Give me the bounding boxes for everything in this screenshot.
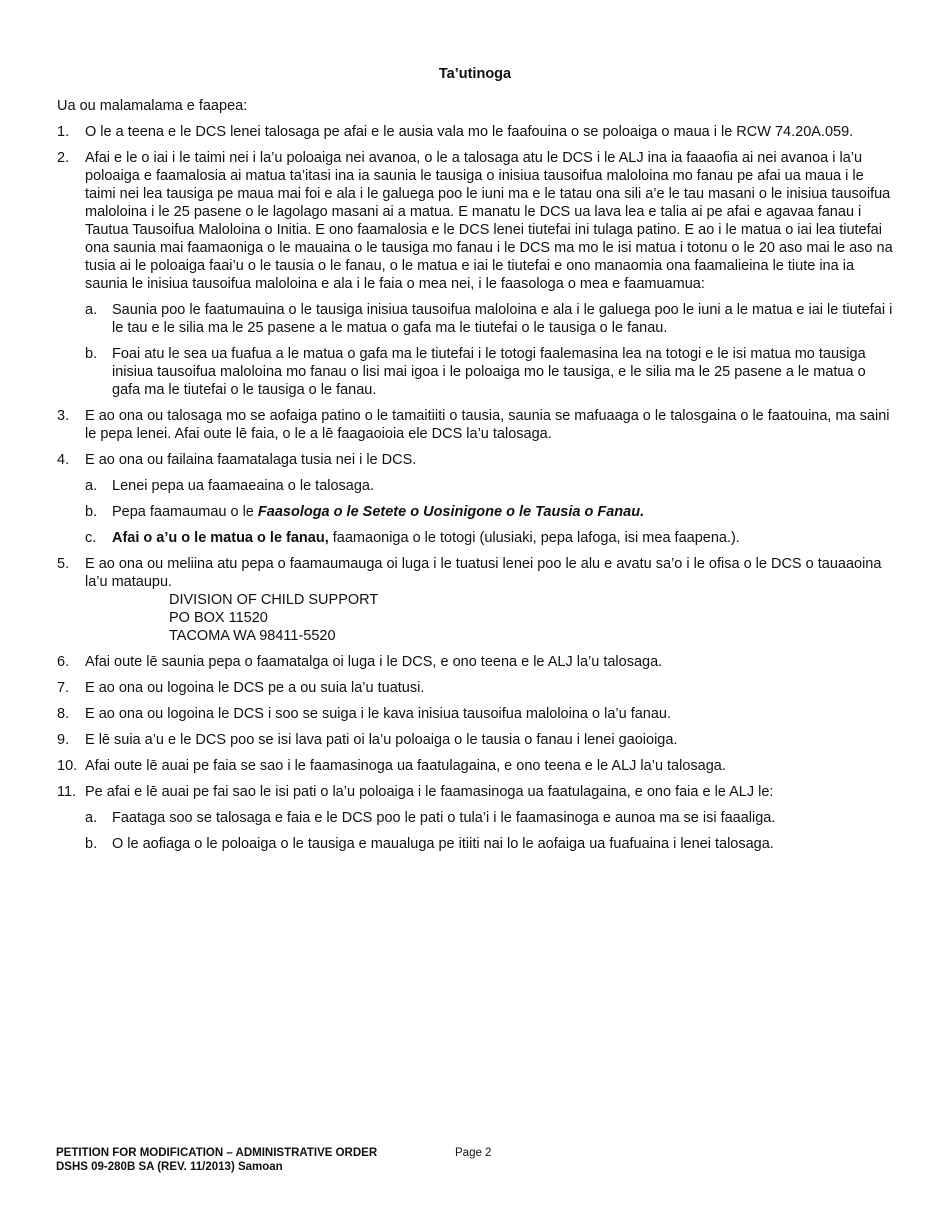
item-number: 4. (57, 452, 70, 468)
sub-item-letter: a. (85, 478, 98, 494)
sub-item-4a (57, 477, 897, 495)
item-text: E ao ona ou failaina faamatalaga tusia nei i le DCS. (85, 452, 417, 468)
list-item-11 (57, 783, 897, 801)
item-number: 10. (57, 758, 78, 774)
sub-item-text: Pepa faamaumau o le (112, 504, 258, 520)
mailing-address (85, 591, 897, 645)
item-text: E ao ona ou meliina atu pepa o faamaumauga oi luga i le tuatusi lenei poo le alu e avatu sa’o i le ofisa o le DCS o tauaaoina la’u mataupu. (85, 556, 882, 590)
sub-item-letter: b. (85, 346, 98, 362)
list-item-9 (57, 731, 897, 749)
list-item-3 (57, 407, 897, 443)
sub-item-text: Foai atu le sea ua fuafua a le matua o gafa ma le tiutefai i le totogi faalemasina lea na totogi e le isi matua mo tausiga inisiua tausoifua maloloina mo fanau o lisi mai igoa i le poloaiga mo le tausiga, e le silia ma le 25 pasene a le matua o gafa ma le tiutefai o le tausiga o le fanau. (112, 346, 866, 398)
sub-item-letter: a. (85, 810, 98, 826)
item-text: Pe afai e lē auai pe fai sao le isi pati o la’u poloaiga i le faamasinoga ua faatulagaina, e ono faia e le ALJ le: (85, 784, 774, 800)
sub-item-text: Lenei pepa ua faamaeaina o le talosaga. (112, 478, 375, 494)
item-number: 1. (57, 124, 70, 140)
sub-item-2b (57, 345, 897, 399)
item-text: O le a teena e le DCS lenei talosaga pe afai e le ausia vala mo le faafouina o se poloaiga o maua i le RCW 74.20A.059. (85, 124, 854, 140)
item-text: E ao ona ou talosaga mo se aofaiga patino o le tamaitiiti o tausia, saunia se mafuaaga o le talosgaina o le faatouina, ma saini le pepa lenei. Afai oute lē faia, o le a lē faagaoioia ele DCS la’u talosaga. (85, 408, 890, 442)
sub-item-4c (57, 529, 897, 547)
list-item-7 (57, 679, 897, 697)
item-number: 8. (57, 706, 70, 722)
page-title: Ta’utinoga (438, 66, 512, 82)
item-number: 5. (57, 556, 70, 572)
sub-item-bold-text: Afai o a’u o le matua o le fanau, (112, 530, 329, 546)
list-item-8 (57, 705, 897, 723)
sub-item-letter: a. (85, 302, 98, 318)
address-line: DIVISION OF CHILD SUPPORT (169, 592, 379, 608)
item-text: Afai e le o iai i le taimi nei i la’u poloaiga nei avanoa, o le a talosaga atu le DCS i le ALJ ina ia faaaofia ai nei avanoa i la’u poloaiga e faamalosia ai matua ta’itasi ina ia saunia le tausiga o inisiua tausoifua maloloina mo fanau pe afai ua maua i le taimi nei lea tausiga pe maua mai foi e ala i le galuega poo le iuni ma e le tatau ona sili a’e le tau masani o le inisiua tausoifua maloloina i le 25 pasene o le lagolago masani ai a matua. E manatu le DCS ua lava lea e talia ai pe afai e agavaa fanau i Tautua Tausoifua Maloloina o Initia. E ono faamalosia e le DCS lenei tiutefai ini tulaga patino. E ao i le matua o iai lea tiutefai ona saunia mai faamaoniga o le mauaina o le tausiga mo fanau i le DCS ma mo le isi matua i totonu o le 20 aso mai le aso na tusia ai le poloaiga faai’u o le tausia o le fanau, o le matua e iai le tiutefai e ono manaomia ona faamalieina le tiute ina ia saunia le inisiua tausoifua maloloina e ala i le faia o mea nei, i le faasologa o mea e faamuamua: (85, 150, 893, 292)
intro-text: Ua ou malamalama e faapea: (57, 98, 248, 114)
sub-item-11a (57, 809, 897, 827)
list-item-10 (57, 757, 897, 775)
item-text: E ao ona ou logoina le DCS pe a ou suia la’u tuatusi. (85, 680, 425, 696)
item-number: 3. (57, 408, 70, 424)
sub-item-4b (57, 503, 897, 521)
sub-item-text: O le aofiaga o le poloaiga o le tausiga e maualuga pe itiiti nai lo le aofaiga ua fuafuaina i lenei talosaga. (112, 836, 774, 852)
footer-form-title: PETITION FOR MODIFICATION – ADMINISTRATIVE ORDER (56, 1147, 378, 1159)
sub-item-text: faamaoniga o le totogi (ulusiaki, pepa lafoga, isi mea faapena.). (328, 530, 740, 546)
list-item-4 (57, 451, 897, 469)
sub-item-letter: b. (85, 836, 98, 852)
list-item-5 (57, 555, 897, 645)
item-number: 6. (57, 654, 70, 670)
footer-form-number: DSHS 09-280B SA (REV. 11/2013) Samoan (56, 1161, 283, 1173)
form-footer (56, 1146, 377, 1174)
list-item-2 (57, 149, 897, 293)
sub-item-11b (57, 835, 897, 853)
item-text: E lē suia a’u e le DCS poo se isi lava pati oi la’u poloaiga o le tausia o fanau i lenei gaoioiga. (85, 732, 678, 748)
list-item-1 (57, 123, 897, 141)
document-body (57, 97, 897, 861)
page-number: Page 2 (455, 1147, 492, 1159)
sub-item-2a (57, 301, 897, 337)
form-title-emphasis: Faasologa o le Setete o Uosinigone o le Tausia o Fanau. (257, 504, 645, 520)
item-number: 2. (57, 150, 70, 166)
item-number: 11. (57, 784, 77, 800)
item-number: 7. (57, 680, 70, 696)
sub-item-text: Saunia poo le faatumauina o le tausiga inisiua tausoifua maloloina e ala i le galuega poo le iuni a le matua e iai le tiutefai i le tau e le silia ma le 25 pasene a le matua o gafa ma le tiutefai o le tausiga o le fanau. (112, 302, 893, 336)
sub-item-text: Faataga soo se talosaga e faia e le DCS poo le pati o tula’i i le faamasinoga e aunoa ma se isi faaaliga. (112, 810, 776, 826)
list-item-6 (57, 653, 897, 671)
sub-item-letter: c. (85, 530, 97, 546)
address-line: TACOMA WA 98411-5520 (169, 628, 336, 644)
item-text: Afai oute lē auai pe faia se sao i le faamasinoga ua faatulagaina, e ono teena e le ALJ la’u talosaga. (85, 758, 726, 774)
item-text: E ao ona ou logoina le DCS i soo se suiga i le kava inisiua tausoifua maloloina o la’u fanau. (85, 706, 672, 722)
item-number: 9. (57, 732, 70, 748)
item-text: Afai oute lē saunia pepa o faamatalga oi luga i le DCS, e ono teena e le ALJ la’u talosaga. (85, 654, 663, 670)
address-line: PO BOX 11520 (169, 610, 268, 626)
sub-item-letter: b. (85, 504, 98, 520)
